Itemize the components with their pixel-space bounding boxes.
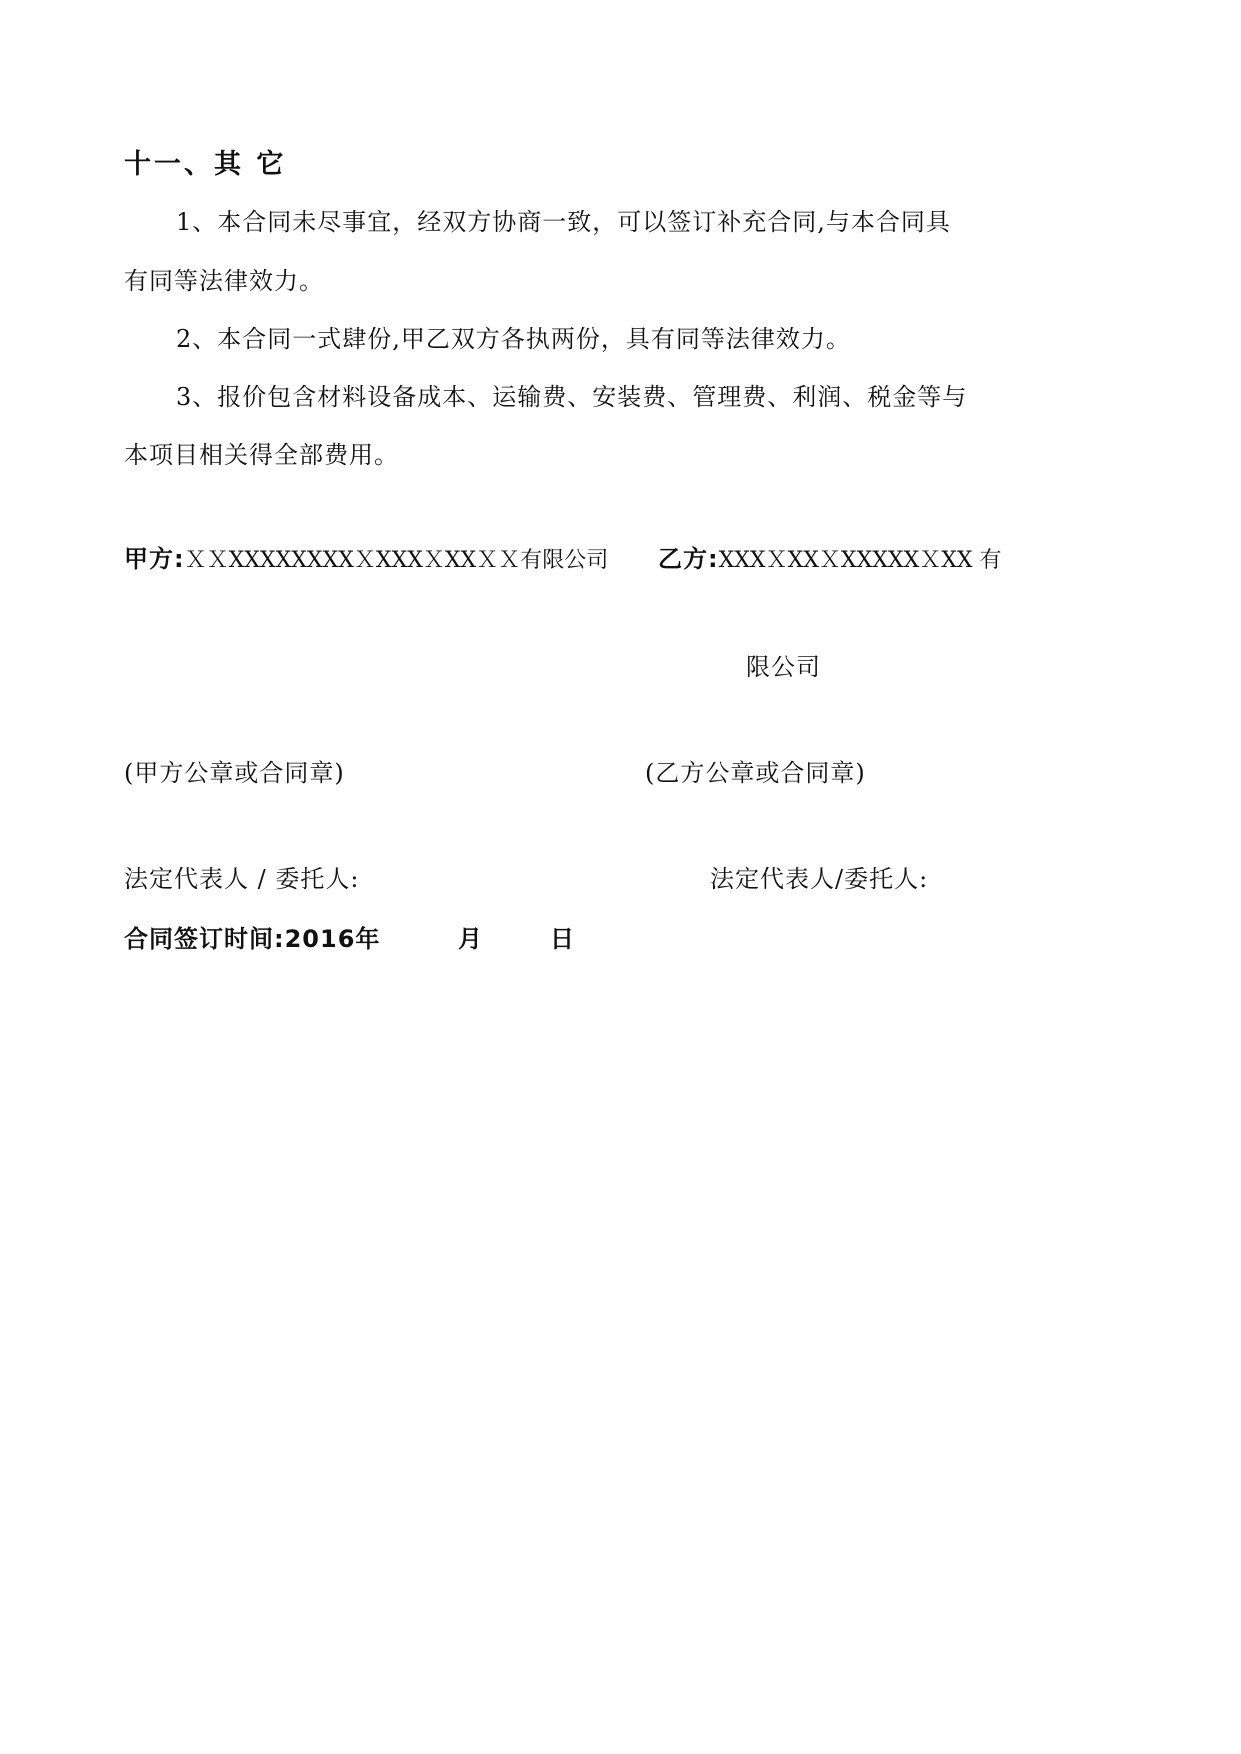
party-a-name-line	[124, 542, 608, 578]
section-heading: 十一、其 它	[124, 149, 287, 180]
signing-day: 日	[550, 925, 575, 953]
party-b-seal: (乙方公章或合同章)	[645, 759, 866, 787]
party-a-representative: 法定代表人 / 委托人:	[124, 865, 360, 893]
party-a-seal: (甲方公章或合同章)	[124, 759, 345, 787]
party-a-name: ＸＸXXXXXXXXＸXXXＸXXＸＸ有限公司	[184, 548, 609, 573]
signing-date-label: 合同签订时间:2016年	[124, 925, 381, 953]
clause-2-line-1: 2、本合同一式肆份,甲乙双方各执两份，具有同等法律效力。	[176, 325, 851, 353]
party-b-name-part-1: XXXＸXXＸXXXXXＸXX 有	[718, 548, 1002, 573]
clause-1-line-1: 1、本合同未尽事宜，经双方协商一致，可以签订补充合同,与本合同具	[176, 208, 951, 236]
party-b-name-part-2: 限公司	[746, 653, 821, 681]
clause-1-line-2: 有同等法律效力。	[124, 267, 324, 295]
signing-month: 月	[458, 925, 483, 953]
party-b-name-line	[658, 542, 1002, 578]
clause-3-line-2: 本项目相关得全部费用。	[124, 441, 399, 469]
party-b-representative: 法定代表人/委托人:	[710, 865, 929, 893]
party-a-label: 甲方:	[124, 545, 185, 573]
clause-3-line-1: 3、报价包含材料设备成本、运输费、安装费、管理费、利润、税金等与	[176, 383, 968, 411]
party-b-label: 乙方:	[658, 545, 719, 573]
